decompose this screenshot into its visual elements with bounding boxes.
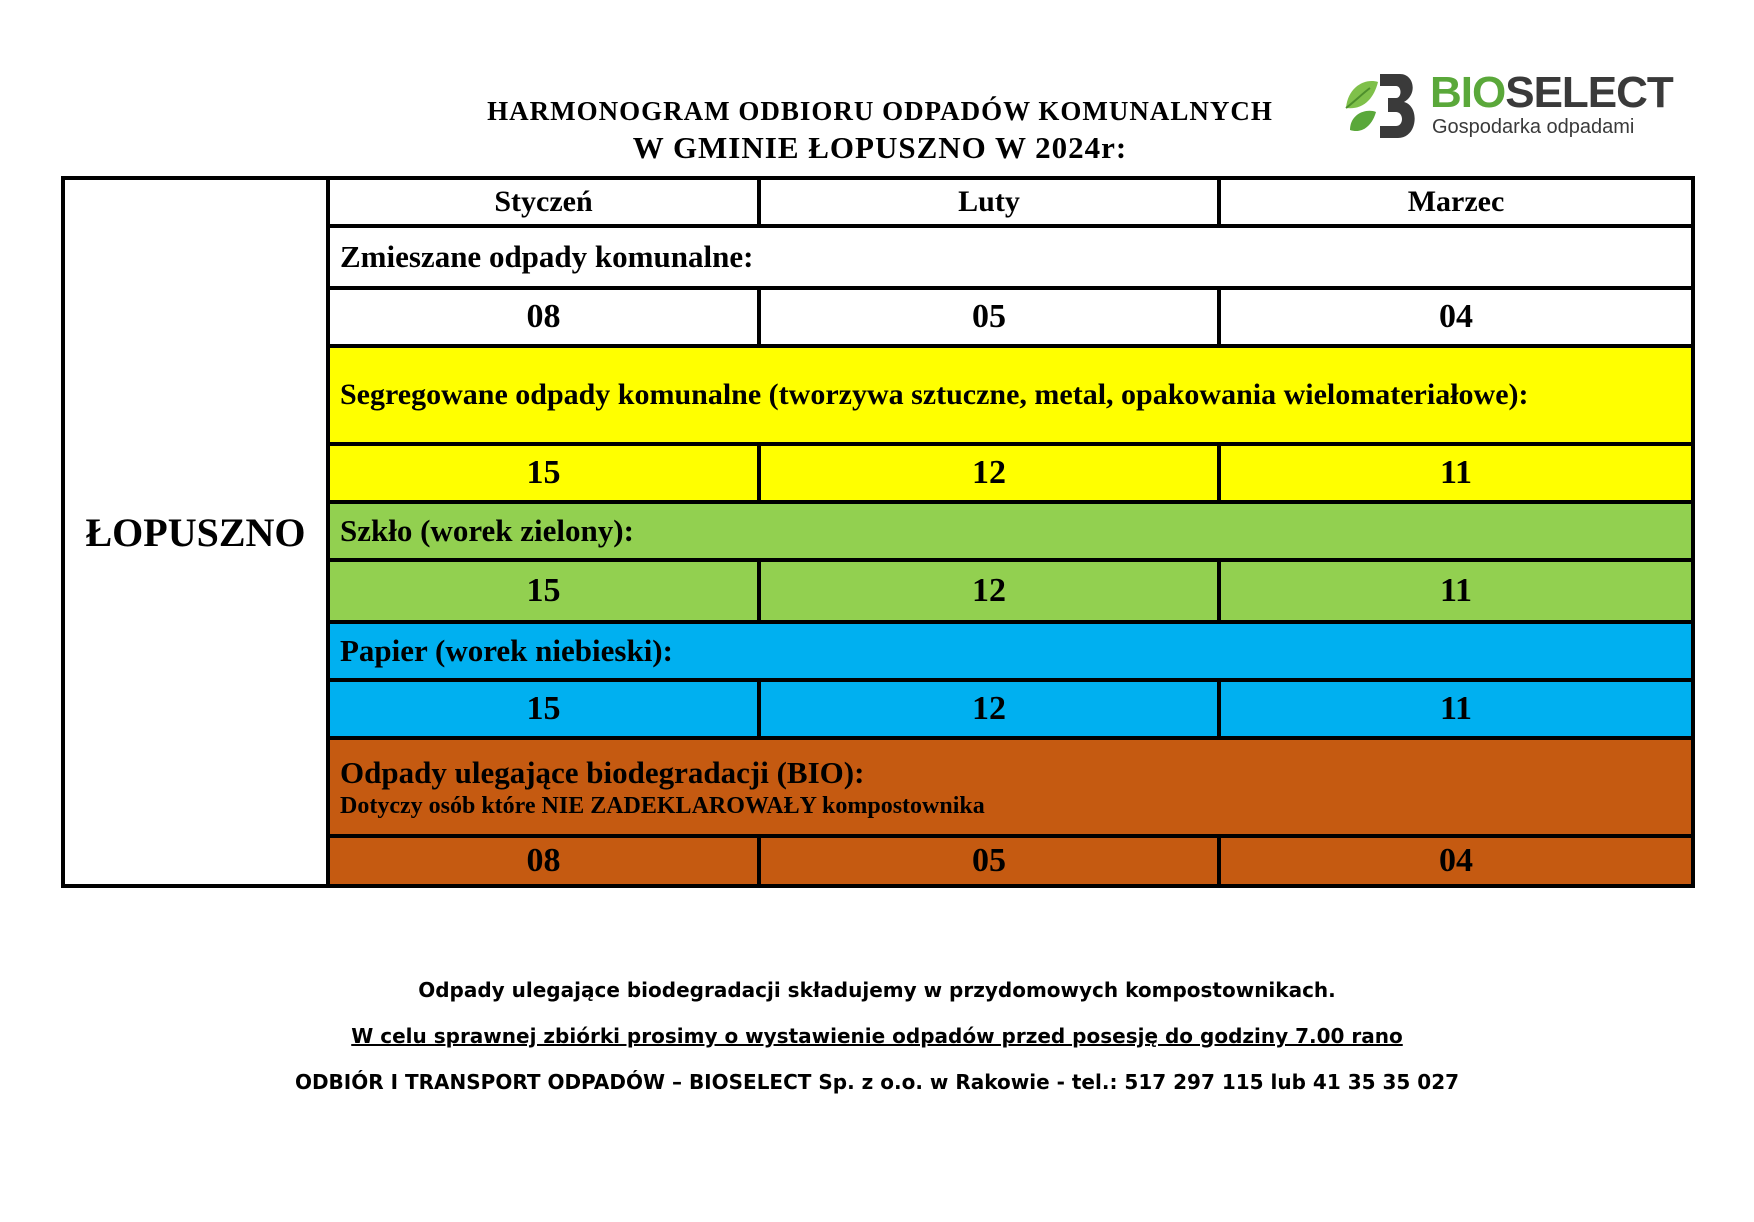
category-bio-label: Odpady ulegające biodegradacji (BIO): <box>340 754 865 790</box>
category-bio-cell <box>328 738 1693 836</box>
bioselect-logo <box>1340 68 1673 148</box>
location-cell: ŁOPUSZNO <box>63 178 328 886</box>
mixed-date-3: 04 <box>1219 288 1693 346</box>
category-bio-note: Dotyczy osób które NIE ZADEKLAROWAŁY kompostownika <box>340 792 985 819</box>
segregated-date-1: 15 <box>328 444 759 502</box>
segregated-date-2: 12 <box>759 444 1219 502</box>
document-title-line1: HARMONOGRAM ODBIORU ODPADÓW KOMUNALNYCH <box>487 96 1273 126</box>
segregated-date-3: 11 <box>1219 444 1693 502</box>
paper-date-1: 15 <box>328 680 759 738</box>
document-title-line2: W GMINIE ŁOPUSZNO W 2024r: <box>632 130 1128 165</box>
month-header-3: Marzec <box>1219 178 1693 226</box>
glass-date-3: 11 <box>1219 560 1693 622</box>
glass-date-1: 15 <box>328 560 759 622</box>
month-header-2: Luty <box>759 178 1219 226</box>
month-header-1: Styczeń <box>328 178 759 226</box>
footer-contact: ODBIÓR I TRANSPORT ODPADÓW – BIOSELECT Sp. z o.o. w Rakowie - tel.: 517 297 115 lub 41 35 35 027 <box>294 1070 1460 1094</box>
category-paper-label: Papier (worek niebieski): <box>328 622 1693 680</box>
glass-date-2: 12 <box>759 560 1219 622</box>
bioselect-leaf-b-icon <box>1340 68 1422 144</box>
paper-date-3: 11 <box>1219 680 1693 738</box>
bio-date-3: 04 <box>1219 836 1693 886</box>
logo-subtitle: Gospodarka odpadami <box>1432 116 1635 138</box>
bio-date-1: 08 <box>328 836 759 886</box>
footer-collection-time-note: W celu sprawnej zbiórki prosimy o wystawienie odpadów przed posesję do godziny 7.00 rano <box>351 1024 1403 1048</box>
schedule-table <box>61 176 1695 888</box>
logo-wordmark: BIOSELECT <box>1430 68 1673 117</box>
bio-date-2: 05 <box>759 836 1219 886</box>
category-glass-label: Szkło (worek zielony): <box>328 502 1693 560</box>
paper-date-2: 12 <box>759 680 1219 738</box>
mixed-date-2: 05 <box>759 288 1219 346</box>
category-mixed-label: Zmieszane odpady komunalne: <box>328 226 1693 288</box>
category-segregated-label: Segregowane odpady komunalne (tworzywa sztuczne, metal, opakowania wielomateriałowe): <box>328 346 1693 444</box>
footer-compost-note: Odpady ulegające biodegradacji składujemy w przydomowych kompostownikach. <box>418 978 1336 1002</box>
mixed-date-1: 08 <box>328 288 759 346</box>
